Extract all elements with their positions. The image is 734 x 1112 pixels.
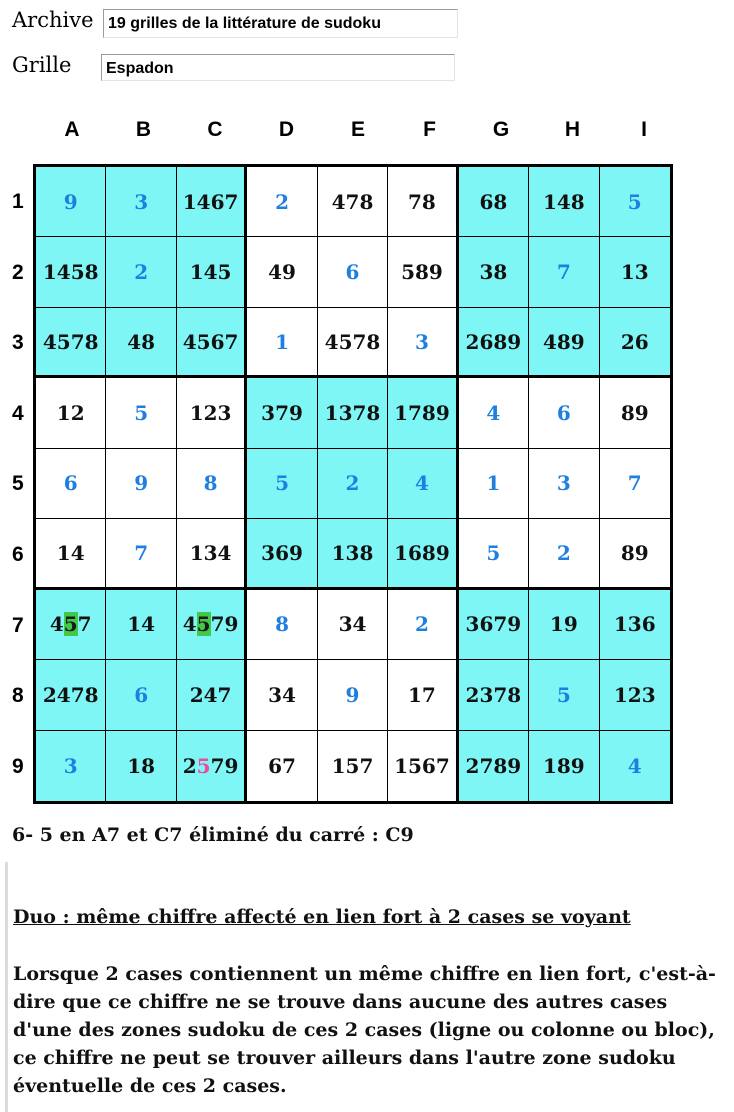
column-header-h: H <box>564 118 581 141</box>
cell-g2[interactable]: 38 <box>459 237 529 307</box>
cell-g8[interactable]: 2378 <box>459 660 529 730</box>
cell-b3[interactable]: 48 <box>106 308 176 378</box>
cell-g9[interactable]: 2789 <box>459 731 529 801</box>
cell-h4[interactable]: 6 <box>529 378 599 448</box>
cell-d4[interactable]: 379 <box>247 378 317 448</box>
cell-d3[interactable]: 1 <box>247 308 317 378</box>
column-header-a: A <box>64 118 80 141</box>
column-header-d: D <box>278 118 295 141</box>
cell-a1[interactable]: 9 <box>36 167 106 237</box>
cell-b1[interactable]: 3 <box>106 167 176 237</box>
cell-h5[interactable]: 3 <box>529 449 599 519</box>
cell-b2[interactable]: 2 <box>106 237 176 307</box>
cell-d6[interactable]: 369 <box>247 519 317 589</box>
row-header-1: 1 <box>12 190 24 213</box>
column-header-i: I <box>641 118 647 141</box>
cell-e8[interactable]: 9 <box>318 660 388 730</box>
left-rule <box>5 862 8 1112</box>
cell-d9[interactable]: 67 <box>247 731 317 801</box>
cell-h3[interactable]: 489 <box>529 308 599 378</box>
sudoku-grid <box>33 164 673 804</box>
cell-f6[interactable]: 1689 <box>388 519 458 589</box>
cell-h9[interactable]: 189 <box>529 731 599 801</box>
cell-a7[interactable]: 4 5 7 <box>36 590 106 660</box>
cell-e7[interactable]: 34 <box>318 590 388 660</box>
column-header-b: B <box>135 118 152 141</box>
row-header-6: 6 <box>12 543 24 566</box>
cell-h8[interactable]: 5 <box>529 660 599 730</box>
cell-a8[interactable]: 2478 <box>36 660 106 730</box>
cell-b5[interactable]: 9 <box>106 449 176 519</box>
cell-a3[interactable]: 4578 <box>36 308 106 378</box>
cell-e9[interactable]: 157 <box>318 731 388 801</box>
cell-e6[interactable]: 138 <box>318 519 388 589</box>
cell-i4[interactable]: 89 <box>600 378 670 448</box>
cell-f9[interactable]: 1567 <box>388 731 458 801</box>
row-header-7: 7 <box>12 613 24 637</box>
cell-i9[interactable]: 4 <box>600 731 670 801</box>
row-header-2: 2 <box>12 260 24 284</box>
cell-b9[interactable]: 18 <box>106 731 176 801</box>
cell-c6[interactable]: 134 <box>177 519 247 589</box>
cell-d7[interactable]: 8 <box>247 590 317 660</box>
cell-h7[interactable]: 19 <box>529 590 599 660</box>
cell-g1[interactable]: 68 <box>459 167 529 237</box>
column-header-g: G <box>492 118 510 141</box>
cell-f4[interactable]: 1789 <box>388 378 458 448</box>
duo-title: Duo : même chiffre affecté en lien fort à 2 cases se voyant <box>13 906 631 928</box>
cell-c8[interactable]: 247 <box>177 660 247 730</box>
row-header-3: 3 <box>12 331 24 355</box>
cell-c7[interactable]: 4 5 7 9 <box>177 590 247 660</box>
archive-field[interactable]: 19 grilles de la littérature de sudoku <box>103 9 458 38</box>
cell-b8[interactable]: 6 <box>106 660 176 730</box>
row-header-4: 4 <box>12 401 24 425</box>
cell-f7[interactable]: 2 <box>388 590 458 660</box>
cell-a2[interactable]: 1458 <box>36 237 106 307</box>
row-header-5: 5 <box>12 472 24 496</box>
cell-h1[interactable]: 148 <box>529 167 599 237</box>
cell-f3[interactable]: 3 <box>388 308 458 378</box>
cell-c9[interactable]: 2 5 7 9 <box>177 731 247 801</box>
cell-d5[interactable]: 5 <box>247 449 317 519</box>
cell-c2[interactable]: 145 <box>177 237 247 307</box>
cell-i6[interactable]: 89 <box>600 519 670 589</box>
cell-c3[interactable]: 4567 <box>177 308 247 378</box>
row-header-9: 9 <box>12 754 24 778</box>
cell-a6[interactable]: 14 <box>36 519 106 589</box>
cell-a4[interactable]: 12 <box>36 378 106 448</box>
step-description: 6- 5 en A7 et C7 éliminé du carré : C9 <box>12 824 414 846</box>
grille-label: Grille <box>12 53 72 77</box>
column-header-e: E <box>350 118 365 141</box>
cell-h6[interactable]: 2 <box>529 519 599 589</box>
cell-e1[interactable]: 478 <box>318 167 388 237</box>
cell-e5[interactable]: 2 <box>318 449 388 519</box>
cell-b6[interactable]: 7 <box>106 519 176 589</box>
cell-b7[interactable]: 14 <box>106 590 176 660</box>
cell-d2[interactable]: 49 <box>247 237 317 307</box>
duo-explanation: Lorsque 2 cases contiennent un même chiffre en lien fort, c'est-à-dire que ce chiffre ne se trouve dans aucune des autres cases d'une des zones sudoku de ces 2 cases (ligne ou colonne ou bloc), ce chiffre ne peut se trouver ailleurs dans l'autre zone sudoku éventuelle de ces 2 cases. <box>13 963 716 1097</box>
cell-g7[interactable]: 3679 <box>459 590 529 660</box>
cell-e3[interactable]: 4578 <box>318 308 388 378</box>
cell-d8[interactable]: 34 <box>247 660 317 730</box>
archive-label: Archive <box>12 8 94 32</box>
cell-h2[interactable]: 7 <box>529 237 599 307</box>
cell-f5[interactable]: 4 <box>388 449 458 519</box>
cell-i8[interactable]: 123 <box>600 660 670 730</box>
cell-a5[interactable]: 6 <box>36 449 106 519</box>
grille-field[interactable]: Espadon <box>101 54 455 81</box>
cell-c5[interactable]: 8 <box>177 449 247 519</box>
cell-g4[interactable]: 4 <box>459 378 529 448</box>
cell-i7[interactable]: 136 <box>600 590 670 660</box>
cell-i1[interactable]: 5 <box>600 167 670 237</box>
cell-i2[interactable]: 13 <box>600 237 670 307</box>
row-header-8: 8 <box>12 684 24 708</box>
cell-a9[interactable]: 3 <box>36 731 106 801</box>
cell-f8[interactable]: 17 <box>388 660 458 730</box>
cell-c4[interactable]: 123 <box>177 378 247 448</box>
column-header-f: F <box>423 118 436 141</box>
cell-g6[interactable]: 5 <box>459 519 529 589</box>
cell-g5[interactable]: 1 <box>459 449 529 519</box>
cell-e2[interactable]: 6 <box>318 237 388 307</box>
column-header-c: C <box>207 118 223 141</box>
cell-f1[interactable]: 78 <box>388 167 458 237</box>
cell-i3[interactable]: 26 <box>600 308 670 378</box>
cell-c1[interactable]: 1467 <box>177 167 247 237</box>
cell-d1[interactable]: 2 <box>247 167 317 237</box>
cell-g3[interactable]: 2689 <box>459 308 529 378</box>
cell-b4[interactable]: 5 <box>106 378 176 448</box>
cell-e4[interactable]: 1378 <box>318 378 388 448</box>
cell-i5[interactable]: 7 <box>600 449 670 519</box>
cell-f2[interactable]: 589 <box>388 237 458 307</box>
